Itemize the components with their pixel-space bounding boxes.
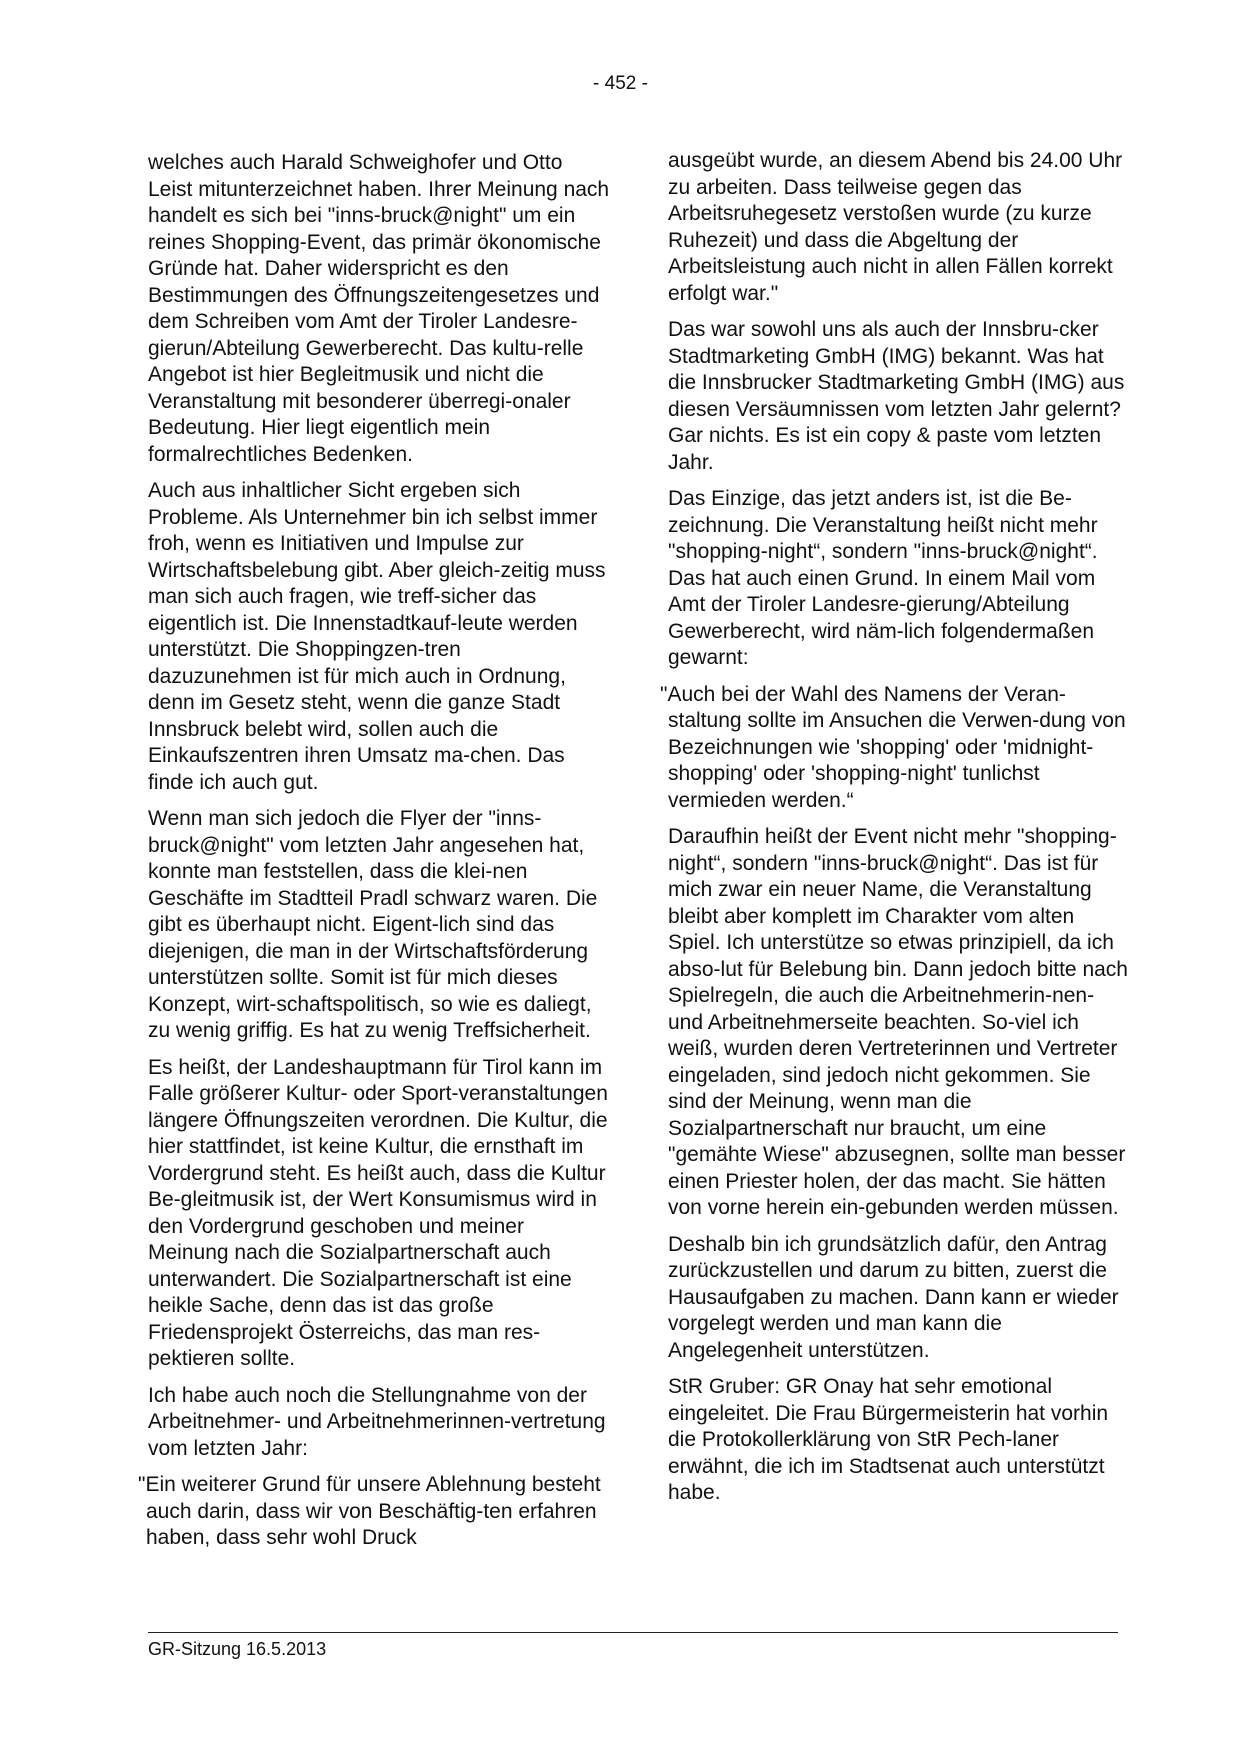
paragraph: ausgeübt wurde, an diesem Abend bis 24.00 Uhr zu arbeiten. Dass teilweise gegen das Arbeitsruhegesetz verstoßen wurde (zu kurze Ruhezeit) und dass die Abgeltung der Arbeitsleistung auch nicht in allen Fällen korrekt erfolgt war.": [668, 149, 1123, 305]
paragraph: Ich habe auch noch die Stellungnahme von der Arbeitnehmer- und Arbeitnehmerinnen-vertretung vom letzten Jahr:: [148, 1383, 606, 1460]
paragraph: StR Gruber: GR Onay hat sehr emotional eingeleitet. Die Frau Bürgermeisterin hat vorhin die Protokollerklärung von StR Pech-laner erwähnt, die ich im Stadtsenat auch unterstützt habe.: [668, 1375, 1109, 1504]
quote-paragraph: "Ein weiterer Grund für unsere Ablehnung besteht auch darin, dass wir von Beschäftig-ten erfahren haben, dass sehr wohl Druck: [138, 1473, 601, 1549]
paragraph: Deshalb bin ich grundsätzlich dafür, den Antrag zurückzustellen und darum zu bitten, zuerst die Hausaufgaben zu machen. Dann kann er wieder vorgelegt werden und man kann die Angelegenheit unterstützen.: [668, 1232, 1119, 1362]
right-column: [660, 148, 1130, 1517]
paragraph: Das Einzige, das jetzt anders ist, ist die Be-zeichnung. Die Veranstaltung heißt nicht mehr "shopping-night“, sondern "inns-bruck@night“. Das hat auch einen Grund. In einem Mail vom Amt der Tiroler Landesre-gierung/Abteilung Gewerberecht, wird näm-lich folgendermaßen gewarnt:: [668, 487, 1098, 669]
page-number: - 452 -: [593, 73, 648, 94]
left-column: [138, 150, 610, 1562]
footer-session-date: GR-Sitzung 16.5.2013: [148, 1639, 327, 1659]
paragraph: Wenn man sich jedoch die Flyer der "inns-bruck@night" vom letzten Jahr angesehen hat, konnte man feststellen, dass die klei-nen Geschäfte im Stadtteil Pradl schwarz waren. Die gibt es überhaupt nicht. Eigent-lich sind das diejenigen, die man in der Wirtschaftsförderung unterstützen sollte. Somit ist für mich dieses Konzept, wirt-schaftspolitisch, so wie es daliegt, zu wenig griffig. Es hat zu wenig Treffsicherheit.: [148, 807, 598, 1042]
paragraph: Es heißt, der Landeshauptmann für Tirol kann im Falle größerer Kultur- oder Sport-veranstaltungen längere Öffnungszeiten verordnen. Die Kultur, die hier stattfindet, ist keine Kultur, die ernsthaft im Vordergrund steht. Es heißt auch, dass die Kultur Be-gleitmusik ist, der Wert Konsumismus wird in den Vordergrund geschoben und meiner Meinung nach die Sozialpartnerschaft auch unterwandert. Die Sozialpartnerschaft ist eine heikle Sache, denn das ist das große Friedensprojekt Österreichs, das man res-pektieren sollte.: [148, 1055, 608, 1370]
footer-divider: [148, 1632, 1118, 1633]
paragraph: Daraufhin heißt der Event nicht mehr "shopping-night“, sondern "inns-bruck@night“. Das ist für mich zwar ein neuer Name, die Veranstaltung bleibt aber komplett im Charakter vom alten Spiel. Ich unterstütze so etwas prinzipiell, da ich abso-lut für Belebung bin. Dann jedoch bitte nach Spielregeln, die auch die Arbeitnehmerin-nen- und Arbeitnehmerseite beachten. So-viel ich weiß, wurden deren Vertreterinnen und Vertreter eingeladen, sind jedoch nicht gekommen. Sie sind der Meinung, wenn man die Sozialpartnerschaft nur braucht, um eine "gemähte Wiese" abzusegnen, sollte man besser einen Priester holen, der das macht. Sie hätten von vorne herein ein-gebunden werden müssen.: [668, 825, 1128, 1219]
quote-paragraph: "Auch bei der Wahl des Namens der Veran-staltung sollte im Ansuchen die Verwen-dung von Bezeichnungen wie 'shopping' oder 'midnight-shopping' oder 'shopping-night' tunlichst vermieden werden.“: [660, 682, 1126, 812]
paragraph: Das war sowohl uns als auch der Innsbru-cker Stadtmarketing GmbH (IMG) bekannt. Was hat die Innsbrucker Stadtmarketing GmbH (IMG) aus diesen Versäumnissen vom letzten Jahr gelernt? Gar nichts. Es ist ein copy & paste vom letzten Jahr.: [668, 318, 1125, 474]
paragraph: Auch aus inhaltlicher Sicht ergeben sich Probleme. Als Unternehmer bin ich selbst immer froh, wenn es Initiativen und Impulse zur Wirtschaftsbelebung gibt. Aber gleich-zeitig muss man sich auch fragen, wie treff-sicher das eigentlich ist. Die Innenstadtkauf-leute werden unterstützt. Die Shoppingzen-tren dazuzunehmen ist für mich auch in Ordnung, denn im Gesetz steht, wenn die ganze Stadt Innsbruck belebt wird, sollen auch die Einkaufszentren ihren Umsatz ma-chen. Das finde ich auch gut.: [148, 479, 606, 794]
paragraph: welches auch Harald Schweighofer und Otto Leist mitunterzeichnet haben. Ihrer Meinung nach handelt es sich bei "inns-bruck@night" um ein reines Shopping-Event, das primär ökonomische Gründe hat. Daher widerspricht es den Bestimmungen des Öffnungszeitengesetzes und dem Schreiben vom Amt der Tiroler Landesre-gierun/Abteilung Gewerberecht. Das kultu-relle Angebot ist hier Begleitmusik und nicht die Veranstaltung mit besonderer überregi-onaler Bedeutung. Hier liegt eigentlich mein formalrechtliches Bedenken.: [148, 151, 610, 466]
